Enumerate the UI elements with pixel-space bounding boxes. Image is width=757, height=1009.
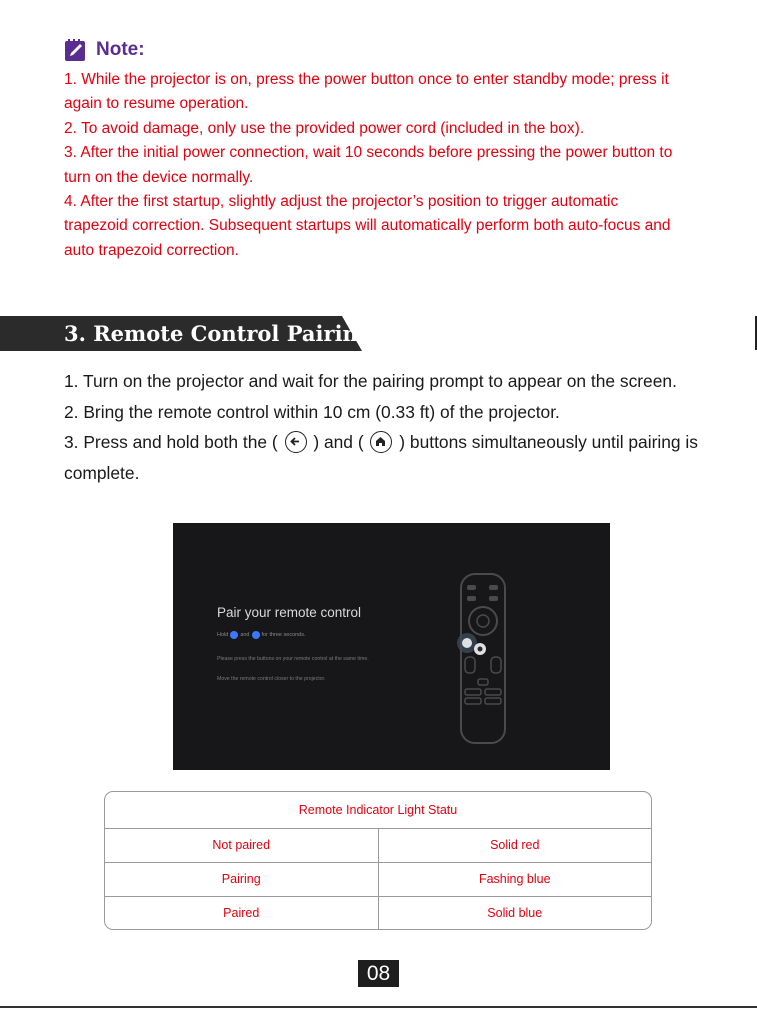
home-icon xyxy=(370,431,392,453)
table-row xyxy=(105,896,651,929)
hint-text: and xyxy=(240,632,250,638)
screenshot-title: Pair your remote control xyxy=(217,605,362,620)
status-cell: Paired xyxy=(105,896,378,929)
screenshot-instruction: Move the remote control closer to the projector. xyxy=(217,676,326,682)
hint-text: for three seconds. xyxy=(261,632,306,638)
step-3-text-b: ) and ( xyxy=(313,432,364,452)
note-title: Note: xyxy=(96,39,145,60)
step-2: 2. Bring the remote control within 10 cm (0.33 ft) of the projector. xyxy=(64,401,560,422)
status-cell: Pairing xyxy=(105,862,378,896)
pairing-steps xyxy=(64,366,704,488)
note-item: 2. To avoid damage, only use the provided power cord (included in the box). xyxy=(64,119,585,137)
screenshot-hint xyxy=(217,631,306,639)
step-3-text-c: ) buttons simultaneously until pairing is complete. xyxy=(64,432,698,483)
hint-text: Hold xyxy=(217,632,229,638)
section-title: 3. Remote Control Pairing xyxy=(64,321,373,346)
note-item: 1. While the projector is on, press the power button once to enter standby mode; press it again to resume operation. xyxy=(64,71,669,113)
table-row xyxy=(105,829,651,863)
footer-rule xyxy=(0,1006,757,1008)
back-button-icon xyxy=(230,631,238,639)
note-item: 3. After the initial power connection, wait 10 seconds before pressing the power button to turn on the device normally. xyxy=(64,144,673,186)
note-pencil-icon xyxy=(64,38,88,62)
screenshot-instruction: Please press the buttons on your remote control at the same time. xyxy=(217,656,369,662)
pairing-screenshot xyxy=(173,523,610,770)
light-cell: Solid red xyxy=(378,829,651,863)
back-arrow-icon xyxy=(285,431,307,453)
remote-control-icon xyxy=(453,571,513,746)
status-cell: Not paired xyxy=(105,829,378,863)
note-list xyxy=(64,68,684,263)
page-number: 08 xyxy=(358,960,399,987)
indicator-status-table xyxy=(104,791,652,930)
step-3-text-a: 3. Press and hold both the ( xyxy=(64,432,278,452)
light-cell: Solid blue xyxy=(378,896,651,929)
note-header xyxy=(64,38,145,62)
home-button-icon xyxy=(252,631,260,639)
table-row xyxy=(105,862,651,896)
table-header: Remote Indicator Light Statu xyxy=(298,803,458,817)
light-cell: Fashing blue xyxy=(378,862,651,896)
step-1: 1. Turn on the projector and wait for the pairing prompt to appear on the screen. xyxy=(64,371,677,391)
note-item: 4. After the first startup, slightly adjust the projector’s position to trigger automatic trapezoid correction. Subsequent startups will automatically perform both auto-focus and auto trapezoid correction. xyxy=(64,193,671,259)
step-3 xyxy=(64,427,704,488)
